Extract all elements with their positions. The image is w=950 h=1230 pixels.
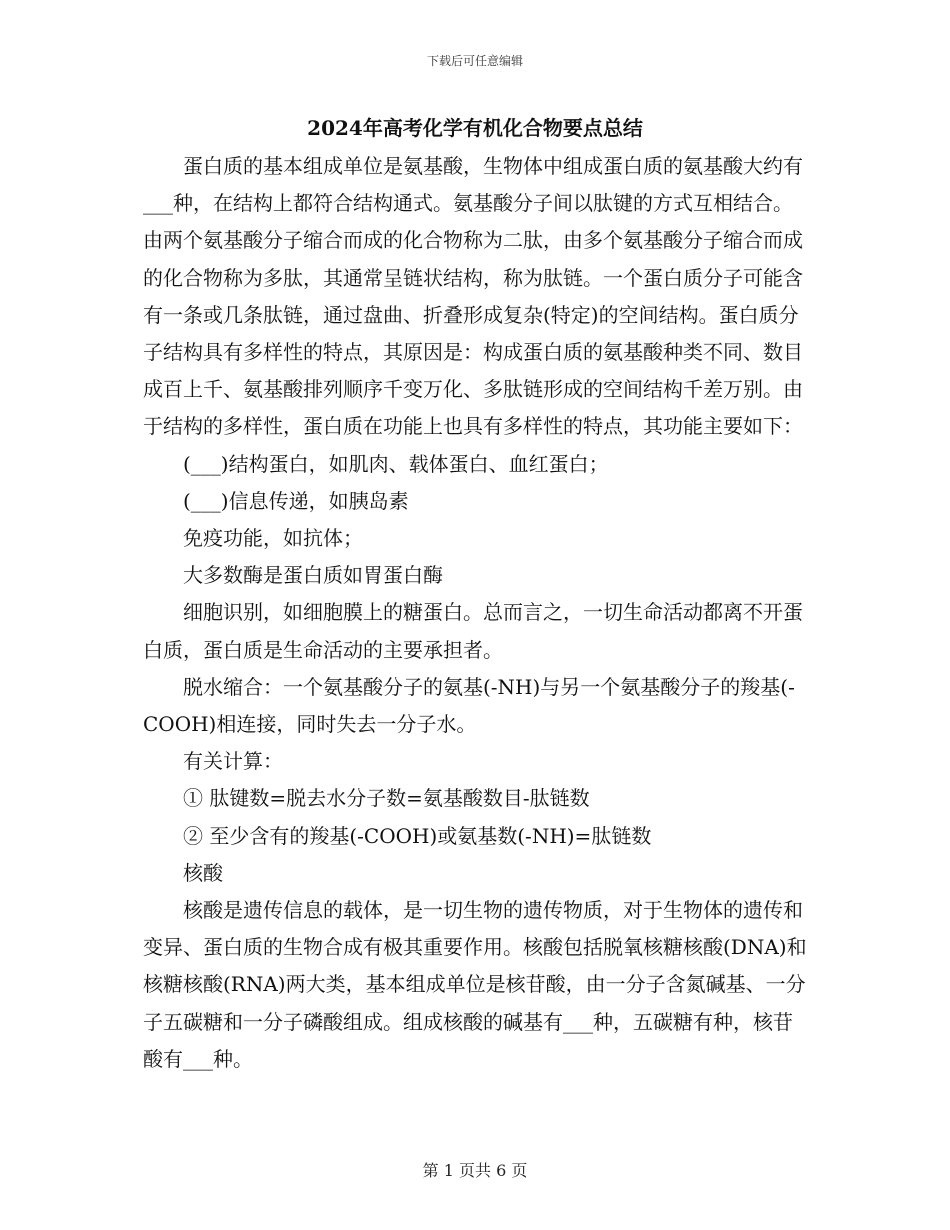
page-number-footer: 第 1 页共 6 页 [422, 1161, 528, 1180]
paragraph-nucleic-acid-heading: 核酸 [183, 860, 223, 885]
paragraph-calculations-heading: 有关计算： [183, 749, 283, 774]
paragraph-dehydration-condensation: 脱水缩合：一个氨基酸分子的氨基(-NH)与另一个氨基酸分子的羧基(-COOH)相连接，同时失去一分子水。 [143, 674, 795, 737]
paragraph-cell-recognition: 细胞识别，如细胞膜上的糖蛋白。总而言之，一切生命活动都离不开蛋白质，蛋白质是生命活动的主要承担者。 [143, 600, 803, 662]
document-body [143, 148, 807, 1078]
paragraph-calculation-1: ① 肽键数=脱去水分子数=氨基酸数目-肽链数 [183, 786, 590, 811]
document-title: 2024年高考化学有机化合物要点总结 [307, 116, 643, 140]
header-note: 下载后可任意编辑 [426, 54, 523, 68]
paragraph-signal-transfer: (___)信息传递，如胰岛素 [183, 488, 409, 513]
paragraph-calculation-2: ② 至少含有的羧基(-COOH)或氨基数(-NH)=肽链数 [183, 823, 652, 848]
paragraph-nucleic-acid-body: 核酸是遗传信息的载体，是一切生物的遗传物质，对于生物体的遗传和变异、蛋白质的生物合成有极其重要作用。核酸包括脱氧核糖核酸(DNA)和核糖核酸(RNA)两大类，基本组成单位是核苷酸，由一分子含氮碱基、一分子五碳糖和一分子磷酸组成。组成核酸的碱基有___种，五碳糖有种，核苷酸有___种。 [143, 898, 807, 1071]
paragraph-immune-function: 免疫功能，如抗体； [183, 526, 363, 551]
paragraph-protein-intro: 蛋白质的基本组成单位是氨基酸，生物体中组成蛋白质的氨基酸大约有___种，在结构上都符合结构通式。氨基酸分子间以肽键的方式互相结合。由两个氨基酸分子缩合而成的化合物称为二肽，由多个氨基酸分子缩合而成的化合物称为多肽，其通常呈链状结构，称为肽链。一个蛋白质分子可能含有一条或几条肽链，通过盘曲、折叠形成复杂(特定)的空间结构。蛋白质分子结构具有多样性的特点，其原因是：构成蛋白质的氨基酸种类不同、数目成百上千、氨基酸排列顺序千变万化、多肽链形成的空间结构千差万别。由于结构的多样性，蛋白质在功能上也具有多样性的特点，其功能主要如下： [143, 154, 803, 439]
paragraph-enzymes: 大多数酶是蛋白质如胃蛋白酶 [183, 563, 443, 588]
paragraph-structural-protein: (___)结构蛋白，如肌肉、载体蛋白、血红蛋白； [183, 451, 609, 476]
